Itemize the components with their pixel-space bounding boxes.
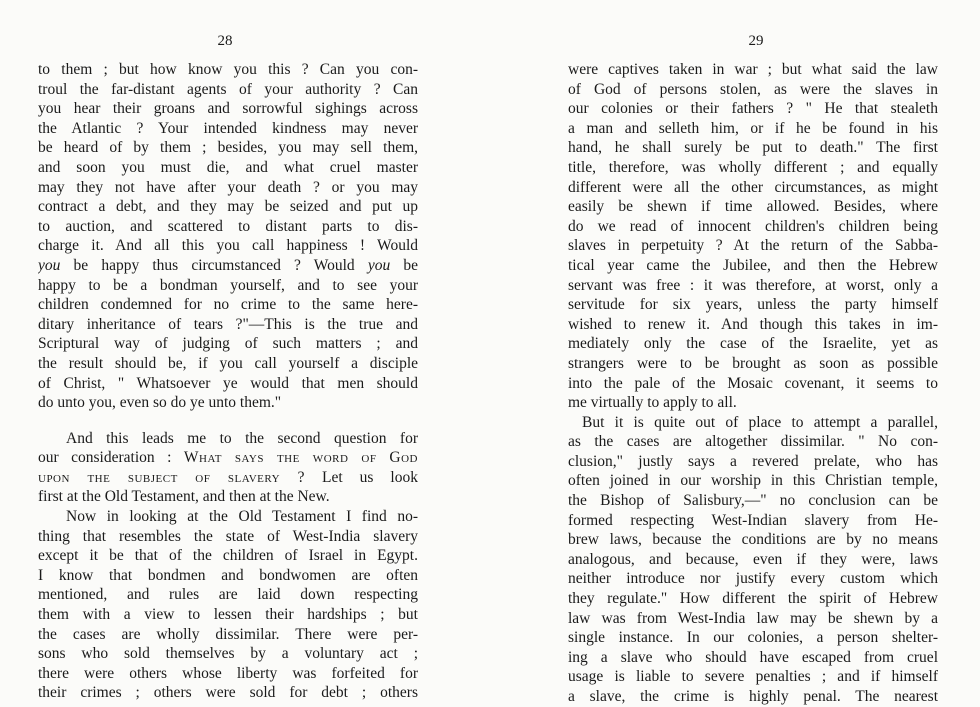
text-line: a man and selleth him, or if he be found in his bbox=[568, 119, 938, 137]
page-number-right: 29 bbox=[748, 33, 764, 49]
text-line-italic-mix: you be happy thus circumstanced ? Would you be bbox=[38, 256, 418, 274]
text-line: the Bishop of Salisbury,—" no conclusion can be bbox=[568, 492, 938, 510]
text-line: mentioned, and rules are laid down respecting bbox=[38, 586, 418, 604]
text-line-caps: our consideration : What says the word of God bbox=[38, 449, 418, 467]
text-line: mediately only the case of the Israelite, yet as bbox=[568, 335, 938, 353]
italic-you: you bbox=[38, 256, 61, 274]
small-caps-question: upon the subject of slavery ? bbox=[38, 468, 305, 486]
text-line: contract a debt, and they may be seized and put up bbox=[38, 198, 418, 216]
text-line: you hear their groans and sorrowful sighings across bbox=[38, 100, 418, 118]
text-line: tical year came the Jubilee, and then the Hebrew bbox=[568, 256, 938, 274]
text-line: there were others whose liberty was forfeited for bbox=[38, 664, 418, 682]
text-line: me virtually to apply to all. bbox=[568, 394, 737, 412]
text-line: servant was free : it was therefore, at worst, only a bbox=[568, 276, 938, 294]
right-page bbox=[490, 0, 980, 705]
right-text-block bbox=[568, 60, 938, 707]
left-page bbox=[0, 0, 490, 702]
text-line: our colonies or their fathers ? " He that stealeth bbox=[568, 100, 938, 118]
page-number-left: 28 bbox=[217, 33, 233, 49]
text-line: hand, he shall surely be put to death." The first bbox=[568, 139, 938, 157]
text-line: the cases are wholly dissimilar. There were per- bbox=[38, 625, 418, 643]
text-line: servitude for six years, unless the party himself bbox=[568, 296, 938, 314]
text-line: brew laws, because the conditions are by no means bbox=[568, 531, 938, 549]
text-line: of God of persons stolen, as were the slaves in bbox=[568, 80, 938, 98]
text-line: them with a view to lessen their hardships ; but bbox=[38, 606, 418, 624]
text-line: And this leads me to the second question for bbox=[66, 429, 418, 447]
text-line: the result should be, if you call yourself a disciple bbox=[38, 354, 418, 372]
text-line: they regulate." How different the spirit of Hebrew bbox=[568, 590, 938, 608]
text-line: troul the far-distant agents of your authority ? Can bbox=[38, 80, 418, 98]
text-line: usage is liable to severe penalties ; and if himself bbox=[568, 668, 938, 686]
text-line: happy to be a bondman yourself, and to see your bbox=[38, 276, 418, 294]
text-line: be heard of by them ; besides, you may sell them, bbox=[38, 139, 418, 157]
text-line: title, therefore, was wholly different ; and equally bbox=[568, 158, 938, 176]
left-text-block bbox=[38, 60, 418, 703]
text-line: the Atlantic ? Your intended kindness may never bbox=[38, 119, 418, 137]
text-line: a slave, the crime is highly penal. The nearest bbox=[568, 688, 938, 705]
text-line: into the pale of the Mosaic covenant, it seems to bbox=[568, 374, 938, 392]
text-line: law was from West-India law may be shewn by a bbox=[568, 609, 938, 627]
text-line: clusion," justly says a revered prelate, who has bbox=[568, 452, 938, 470]
small-caps-question: What says the word of God bbox=[183, 449, 418, 467]
text-line: except it be that of the children of Israel in Egypt. bbox=[38, 547, 418, 565]
text-line: as the cases are altogether dissimilar. " No con- bbox=[568, 433, 938, 451]
text-line: analogous, and because, even if they were, laws bbox=[568, 550, 938, 568]
text-line: But it is quite out of place to attempt a parallel, bbox=[582, 413, 938, 431]
text-line: to auction, and scattered to distant parts to dis- bbox=[38, 217, 418, 235]
text-line: and soon you must die, and what cruel master bbox=[38, 158, 418, 176]
text-line: different were all the other circumstances, as might bbox=[568, 178, 938, 196]
text-line: of Christ, " Whatsoever ye would that men should bbox=[38, 374, 418, 392]
text-line: do unto you, even so do ye unto them." bbox=[38, 394, 282, 412]
text-line: often joined in our worship in this Christian temple, bbox=[568, 472, 938, 490]
text-line: easily be shewn if time allowed. Besides, where bbox=[568, 198, 938, 216]
text-line: charge it. And all this you call happiness ! Would bbox=[38, 237, 418, 255]
text-line: formed respecting West-Indian slavery from He- bbox=[568, 511, 938, 529]
text-line: ditary inheritance of tears ?"—This is the true and bbox=[38, 315, 418, 333]
text-line: neither introduce nor justify every custom which bbox=[568, 570, 938, 588]
text-line: sons who sold themselves by a voluntary act ; bbox=[38, 645, 418, 663]
text-line: to them ; but how know you this ? Can you con- bbox=[38, 61, 418, 78]
text-line: strangers were to be brought as soon as possible bbox=[568, 354, 938, 372]
text-line: first at the Old Testament, and then at the New. bbox=[38, 488, 330, 506]
italic-you: you bbox=[367, 256, 391, 274]
text-line-caps: upon the subject of slavery ? Let us look bbox=[38, 468, 418, 486]
text-line: single instance. In our colonies, a person shelter- bbox=[568, 629, 938, 647]
text-line: do we read of innocent children's children being bbox=[568, 217, 938, 235]
text-line: their crimes ; others were sold for debt ; others bbox=[38, 684, 418, 702]
text-line: thing that resembles the state of West-India slavery bbox=[38, 527, 418, 545]
text-line: may they not have after your death ? or you may bbox=[38, 178, 418, 196]
text-line: were captives taken in war ; but what said the law bbox=[568, 61, 938, 78]
text-line: Scriptural way of judging of such matters ; and bbox=[38, 335, 418, 353]
text-line: slaves in perpetuity ? At the return of the Sabba- bbox=[568, 237, 938, 255]
text-line: wished to renew it. And though this takes in im- bbox=[568, 315, 938, 333]
text-line: children condemned for no crime to the same here- bbox=[38, 296, 418, 314]
text-line: Now in looking at the Old Testament I find no- bbox=[66, 508, 418, 526]
text-line: I know that bondmen and bondwomen are often bbox=[38, 566, 418, 584]
text-line: ing a slave who should have escaped from cruel bbox=[568, 648, 938, 666]
